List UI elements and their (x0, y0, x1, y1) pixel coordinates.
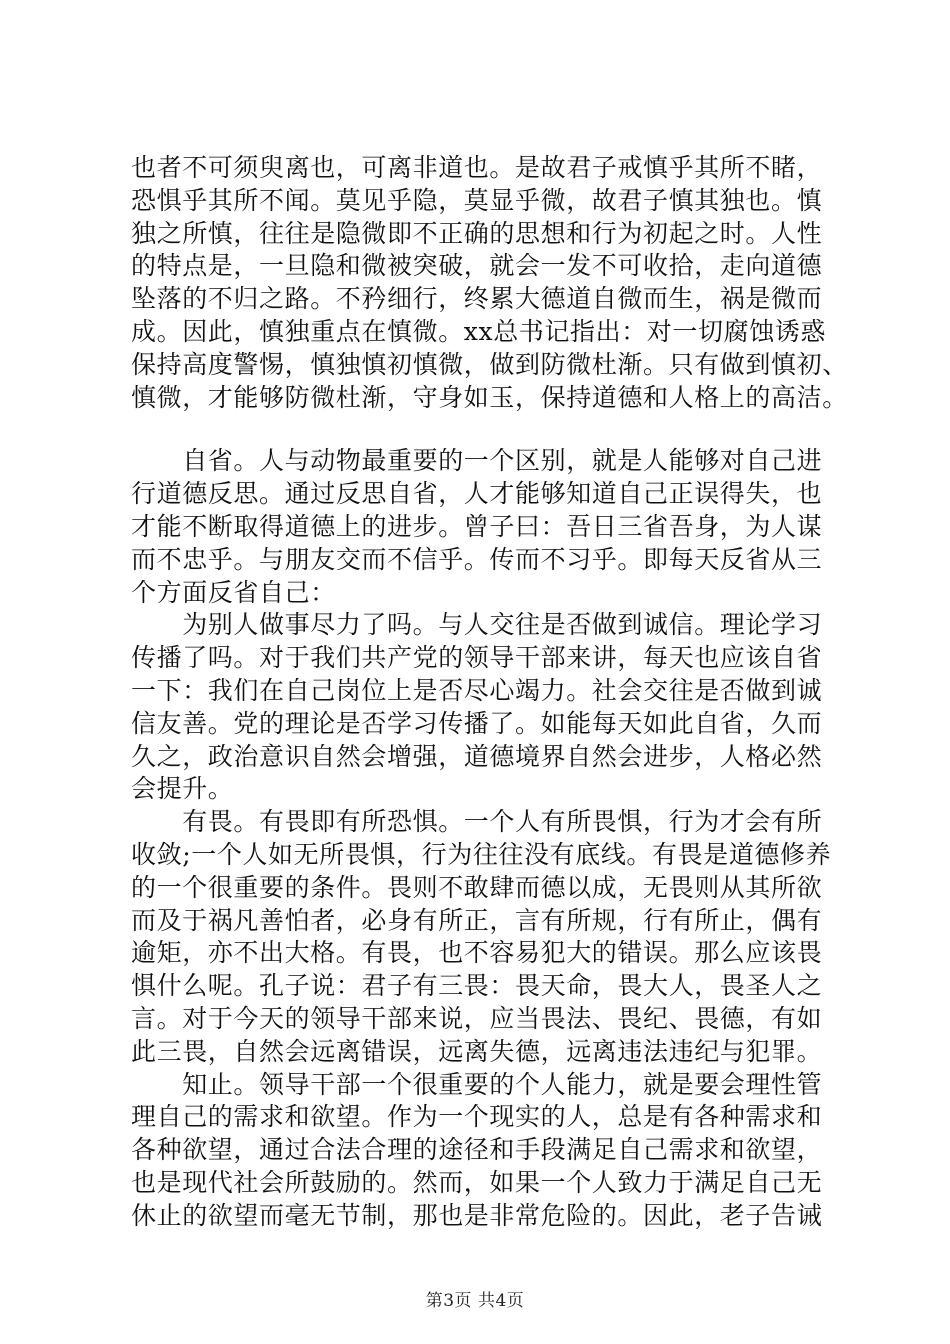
text-line: 的一个很重要的条件。畏则不敢肆而德以成，无畏则从其所欲 (131, 872, 823, 902)
text-line: 也是现代社会所鼓励的。然而，如果一个人致力于满足自己无 (131, 1167, 823, 1197)
text-line: 各种欲望，通过合法合理的途径和手段满足自己需求和欲望， (131, 1135, 823, 1165)
text-line: 惧什么呢。孔子说：君子有三畏：畏天命，畏大人，畏圣人之 (131, 971, 823, 1001)
text-line: 也者不可须臾离也，可离非道也。是故君子戒慎乎其所不睹， (131, 153, 823, 182)
document-body (131, 152, 848, 1233)
text-line: 才能不断取得道德上的进步。曾子曰：吾日三省吾身，为人谋 (131, 511, 823, 541)
paragraph-zhizhi (131, 1069, 831, 1233)
text-line: 信友善。党的理论是否学习传播了。如能每天如此自省，久而 (131, 708, 823, 738)
text-line: 久之，政治意识自然会增强，道德境界自然会进步，人格必然 (131, 741, 823, 771)
text-line: 保持高度警惕，慎独慎初慎微，做到防微杜渐。只有做到慎初、 (131, 349, 848, 379)
page-footer: 第3页 共4页 (425, 1291, 525, 1311)
text-line: 理自己的需求和欲望。作为一个现实的人，总是有各种需求和 (131, 1102, 823, 1132)
text-line: 成。因此，慎独重点在慎微。xx总书记指出：对一切腐蚀诱惑 (131, 316, 827, 346)
text-line: 坠落的不归之路。不矜细行，终累大德道自微而生，祸是微而 (131, 284, 823, 314)
text-line: 恐惧乎其所不闻。莫见乎隐，莫显乎微，故君子慎其独也。慎 (131, 185, 823, 215)
text-line: 此三畏，自然会远离错误，远离失德，远离违法违纪与犯罪。 (131, 1036, 823, 1066)
text-line: 知止。领导干部一个很重要的个人能力，就是要会理性管 (131, 1069, 823, 1099)
text-line: 传播了吗。对于我们共产党的领导干部来讲，每天也应该自省 (131, 643, 823, 673)
text-line: 个方面反省自己： (131, 577, 336, 607)
text-line: 慎微，才能够防微杜渐，守身如玉，保持道德和人格上的高洁。 (131, 382, 848, 412)
text-line: 有畏。有畏即有所恐惧。一个人有所畏惧，行为才会有所 (131, 807, 823, 837)
text-line: 休止的欲望而毫无节制，那也是非常危险的。因此，老子告诫 (131, 1200, 823, 1230)
text-line: 言。对于今天的领导干部来说，应当畏法、畏纪、畏德，有如 (131, 1003, 823, 1033)
text-line: 而及于祸凡善怕者，必身有所正，言有所规，行有所止，偶有 (131, 905, 823, 935)
text-line: 而不忠乎。与朋友交而不信乎。传而不习乎。即每天反省从三 (131, 544, 823, 574)
paragraph-gap (131, 414, 831, 445)
text-line: 逾矩，亦不出大格。有畏，也不容易犯大的错误。那么应该畏 (131, 938, 823, 968)
text-line: 的特点是，一旦隐和微被突破，就会一发不可收拾，走向道德 (131, 251, 823, 281)
paragraph-youwei (131, 806, 831, 1068)
text-line: 独之所慎，往往是隐微即不正确的思想和行为初起之时。人性 (131, 218, 823, 248)
paragraph-zixing-detail (131, 609, 831, 806)
text-line: 为别人做事尽力了吗。与人交往是否做到诚信。理论学习 (131, 610, 823, 640)
paragraph-shendu (131, 152, 848, 414)
text-line: 会提升。 (131, 774, 234, 804)
text-line: 自省。人与动物最重要的一个区别，就是人能够对自己进 (131, 446, 823, 476)
text-line: 行道德反思。通过反思自省，人才能够知道自己正误得失，也 (131, 479, 823, 509)
text-line: 收敛;一个人如无所畏惧，行为往往没有底线。有畏是道德修养 (131, 839, 832, 869)
paragraph-zixing (131, 445, 831, 609)
text-line: 一下：我们在自己岗位上是否尽心竭力。社会交往是否做到诚 (131, 675, 823, 705)
